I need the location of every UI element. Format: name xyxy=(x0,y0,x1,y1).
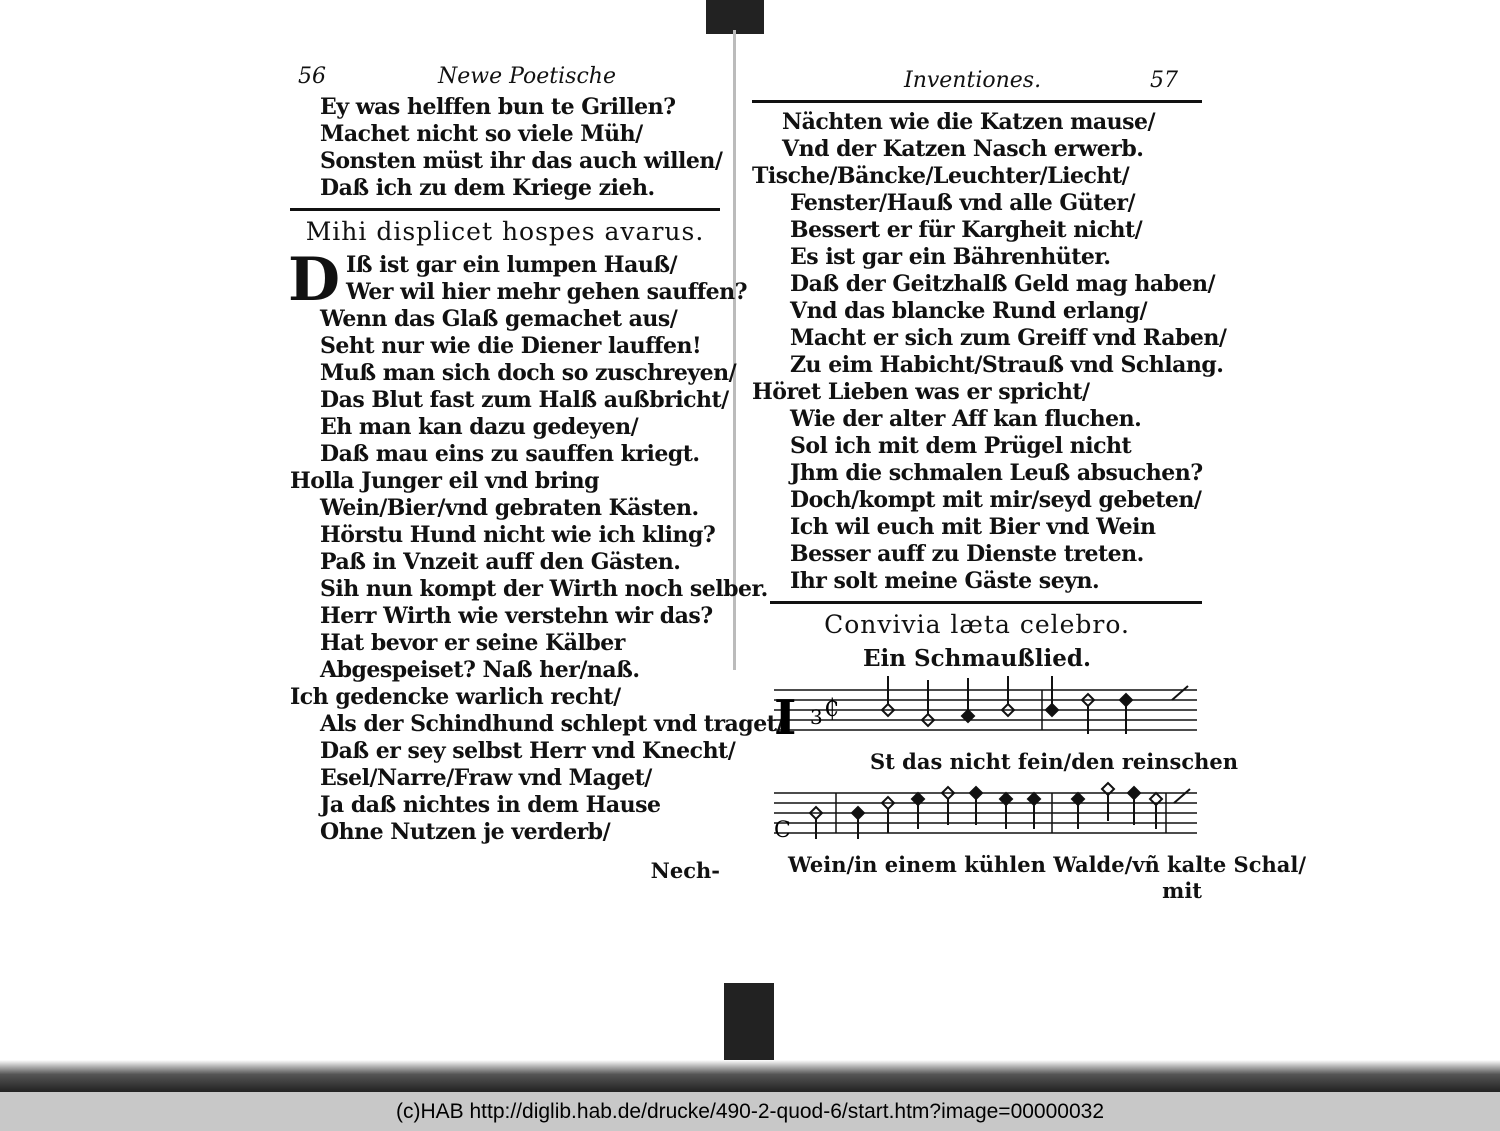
verse-line: Macht er sich zum Greiff vnd Raben/ xyxy=(790,325,1227,351)
music-staff-2 xyxy=(752,779,1202,847)
verse-line: Paß in Vnzeit auff den Gästen. xyxy=(320,549,681,575)
verse-line: Höret Lieben was er spricht/ xyxy=(752,379,1090,405)
left-body-lines xyxy=(290,306,784,846)
verse-line: Wenn das Glaß gemachet aus/ xyxy=(320,306,678,332)
svg-text:I: I xyxy=(774,690,797,744)
verse-line: Wein/Bier/vnd gebraten Kästen. xyxy=(320,495,699,521)
right-running-head xyxy=(752,68,1202,98)
dropcap-letter: D xyxy=(288,245,341,315)
verse-line: Jhm die schmalen Leuß absuchen? xyxy=(790,460,1203,486)
verse-line: Ich gedencke warlich recht/ xyxy=(290,684,621,710)
song-subtitle: Ein Schmaußlied. xyxy=(863,645,1091,672)
left-page-number: 56 xyxy=(298,64,326,89)
dropcap-block xyxy=(288,245,748,315)
left-running-head xyxy=(290,64,720,94)
section-rule xyxy=(290,208,720,211)
verse-line: Iß ist gar ein lumpen Hauß/ xyxy=(346,252,678,278)
verse-line: Tische/Bäncke/Leuchter/Liecht/ xyxy=(752,163,1130,189)
verse-line: Bessert er für Kargheit nicht/ xyxy=(790,217,1143,243)
verse-line: Holla Junger eil vnd bring xyxy=(290,468,600,494)
verse-line: Machet nicht so viele Müh/ xyxy=(320,121,643,147)
verse-line: Daß der Geitzhalß Geld mag haben/ xyxy=(790,271,1216,297)
verse-line: Herr Wirth wie verstehn wir das? xyxy=(320,603,713,629)
verse-line: Daß ich zu dem Kriege zieh. xyxy=(320,175,655,201)
verse-line: Fenster/Hauß vnd alle Güter/ xyxy=(790,190,1136,216)
left-catchword: Nech- xyxy=(650,858,720,883)
head-rule xyxy=(752,100,1202,103)
left-page xyxy=(288,64,784,883)
verse-line: Abgespeiset? Naß her/naß. xyxy=(320,657,640,683)
song-lyric-1: St das nicht fein/den reinschen xyxy=(870,749,1239,774)
verse-line: Besser auff zu Dienste treten. xyxy=(790,541,1144,567)
verse-line: Sih nun kompt der Wirth noch selber. xyxy=(320,576,768,602)
music-staff-1 xyxy=(752,676,1202,744)
verse-line: Wie der alter Aff kan fluchen. xyxy=(790,406,1142,432)
svg-text:₵: ₵ xyxy=(824,694,840,722)
verse-line: Doch/kompt mit mir/seyd gebeten/ xyxy=(790,487,1202,513)
scan-edge-shadow xyxy=(0,1060,1500,1092)
verse-line: Als der Schindhund schlept vnd traget/ xyxy=(320,711,784,737)
verse-line: Das Blut fast zum Halß außbricht/ xyxy=(320,387,729,413)
verse-line: Sol ich mit dem Prügel nicht xyxy=(790,433,1132,459)
section-rule xyxy=(770,601,1202,604)
verse-line: Esel/Narre/Fraw vnd Maget/ xyxy=(320,765,652,791)
verse-line: Ich wil euch mit Bier vnd Wein xyxy=(790,514,1156,540)
left-top-lines xyxy=(290,94,723,202)
right-page-number: 57 xyxy=(1150,68,1178,93)
music-notation-2 xyxy=(752,779,1202,847)
verse-line: Sonsten müst ihr das auch willen/ xyxy=(320,148,723,174)
right-page xyxy=(752,68,1307,903)
right-body-lines xyxy=(752,109,1227,595)
song-lyric-2: Wein/in einem kühlen Walde/vñ kalte Schal/ xyxy=(788,852,1307,877)
verse-line: Hörstu Hund nicht wie ich kling? xyxy=(320,522,716,548)
right-running-title: Inventiones. xyxy=(904,68,1042,93)
verse-line: Ja daß nichtes in dem Hause xyxy=(320,792,661,818)
verse-line: Ihr solt meine Gäste seyn. xyxy=(790,568,1100,594)
verse-line: Ohne Nutzen je verderb/ xyxy=(320,819,611,845)
verse-line: Vnd der Katzen Nasch erwerb. xyxy=(782,136,1144,162)
svg-text:C: C xyxy=(774,818,791,843)
verse-line: Hat bevor er seine Kälber xyxy=(320,630,625,656)
image-credit-footer: (c)HAB http://diglib.hab.de/drucke/490-2-quod-6/start.htm?image=00000032 xyxy=(0,1092,1500,1131)
verse-line: Seht nur wie die Diener lauffen! xyxy=(320,333,702,359)
gutter-line xyxy=(733,30,736,670)
verse-line: Daß er sey selbst Herr vnd Knecht/ xyxy=(320,738,736,764)
verse-line: Ey was helffen bun te Grillen? xyxy=(320,94,676,120)
verse-line: Vnd das blancke Rund erlang/ xyxy=(790,298,1148,324)
verse-line: Nächten wie die Katzen mause/ xyxy=(782,109,1156,135)
svg-text:3: 3 xyxy=(810,705,823,729)
right-catchword: mit xyxy=(1162,878,1202,903)
left-running-title: Newe Poetische xyxy=(438,64,616,89)
verse-line: Muß man sich doch so zuschreyen/ xyxy=(320,360,737,386)
gutter-shadow-top xyxy=(706,0,764,34)
music-notation-1 xyxy=(752,676,1202,744)
verse-line: Eh man kan dazu gedeyen/ xyxy=(320,414,639,440)
verse-line: Daß mau eins zu sauffen kriegt. xyxy=(320,441,700,467)
verse-line: Wer wil hier mehr gehen sauffen? xyxy=(346,279,748,305)
left-section-title: Mihi displicet hospes avarus. xyxy=(305,217,705,246)
verse-line: Zu eim Habicht/Strauß vnd Schlang. xyxy=(790,352,1224,378)
verse-line: Es ist gar ein Bährenhüter. xyxy=(790,244,1111,270)
right-section-title: Convivia læta celebro. xyxy=(824,610,1130,639)
